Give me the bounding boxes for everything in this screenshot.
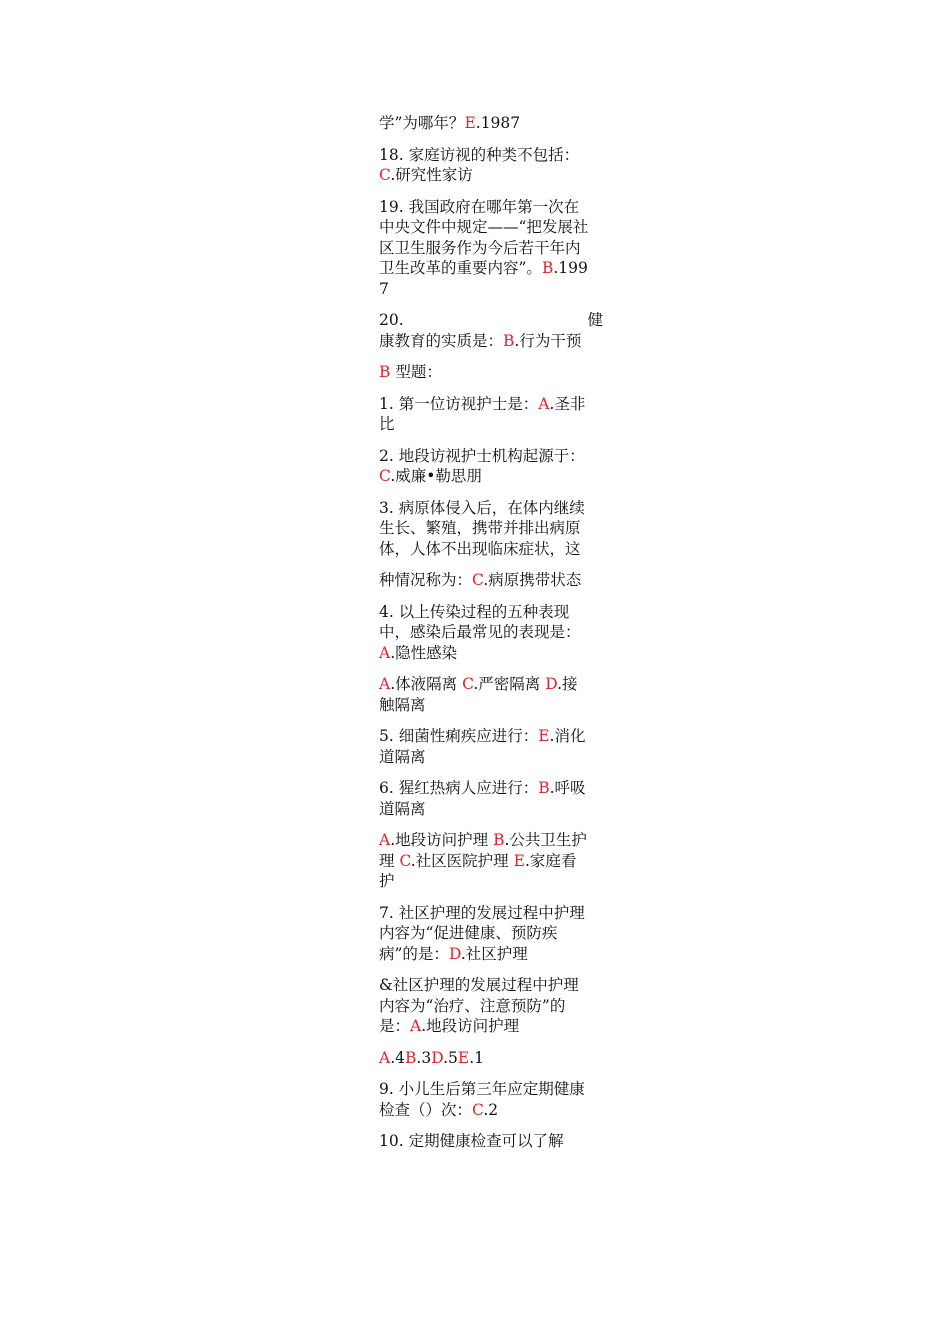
- answer-letter: B: [503, 331, 515, 350]
- text-run: 学”为哪年？: [379, 114, 465, 132]
- question-20-first-line: [379, 310, 603, 331]
- question-lead-char: 健: [587, 311, 603, 329]
- text-run: .严密隔离: [473, 675, 546, 693]
- text-run: .呼吸道隔离: [379, 779, 586, 818]
- answer-letter: B: [538, 779, 550, 797]
- text-run: .公共卫生护理: [379, 831, 587, 870]
- paragraph: [379, 903, 591, 965]
- text-run: .行为干预: [514, 331, 582, 350]
- answer-letter: C: [472, 571, 484, 589]
- answer-letter: B: [493, 831, 505, 849]
- text-run: 4. 以上传染过程的五种表现中，感染后最常见的表现是：: [379, 602, 581, 641]
- paragraph: [379, 975, 591, 1037]
- text-run: 19. 我国政府在哪年第一次在中央文件中规定——“把发展社区卫生服务作为今后若干年内卫生改革的重要内容”。: [379, 197, 589, 277]
- text-run: .家庭看护: [379, 851, 577, 890]
- text-run: .病原携带状态: [483, 571, 582, 589]
- answer-letter: A: [379, 675, 391, 693]
- answer-letter: E: [464, 114, 476, 132]
- text-run: .地段访问护理: [421, 1017, 520, 1035]
- text-run: 康教育的实质是：: [379, 331, 504, 350]
- answer-letter: B: [541, 259, 554, 277]
- answer-letter: C: [462, 675, 474, 693]
- answer-letter: A: [379, 643, 391, 662]
- text-run: .研究性家访: [390, 166, 473, 184]
- paragraph: [379, 113, 591, 134]
- text-column: [379, 113, 603, 1163]
- paragraph: [379, 1079, 591, 1120]
- text-run: .1: [469, 1048, 484, 1067]
- text-run: .4: [390, 1048, 405, 1067]
- answer-letter: C: [379, 166, 391, 184]
- text-run: 1. 第一位访视护士是：: [379, 394, 539, 413]
- text-run: .隐性感染: [390, 643, 458, 662]
- paragraph: [379, 674, 591, 715]
- text-run: .社区护理: [460, 944, 528, 963]
- text-run: 2. 地段访视护士机构起源于：: [379, 446, 585, 465]
- answer-letter: E: [538, 727, 550, 745]
- answer-letter: A: [538, 394, 550, 413]
- text-run: .3: [416, 1048, 432, 1067]
- text-run: 9. 小儿生后第三年应定期健康检查（）次：: [379, 1080, 585, 1119]
- text-run: .威廉•勒思朋: [390, 467, 482, 485]
- text-run: .体液隔离: [390, 675, 463, 693]
- text-run: 种情况称为：: [379, 571, 473, 589]
- text-run: 6. 猩红热病人应进行：: [379, 779, 539, 797]
- answer-letter: D: [448, 944, 461, 963]
- question-number: 20.: [379, 311, 404, 329]
- paragraph: [379, 310, 603, 351]
- answer-letter: A: [379, 1048, 391, 1067]
- paragraph: [379, 726, 591, 767]
- paragraph: [379, 570, 591, 591]
- text-run: &社区护理的发展过程中护理内容为“治疗、注意预防”的是：: [379, 976, 579, 1035]
- answer-letter: B: [405, 1048, 417, 1067]
- text-run: 3. 病原体侵入后，在体内继续生长、繁殖，携带并排出病原体，人体不出现临床症状，这: [379, 498, 585, 558]
- text-run: 5. 细菌性痢疾应进行：: [379, 727, 539, 745]
- answer-letter: E: [457, 1048, 470, 1067]
- paragraph: [379, 394, 591, 435]
- text-run: .1987: [475, 114, 521, 132]
- answer-letter: D: [545, 675, 558, 693]
- answer-letter: A: [410, 1017, 422, 1035]
- answer-letter: B: [379, 363, 391, 381]
- answer-letter: C: [379, 467, 391, 485]
- text-run: .地段访问护理: [390, 831, 494, 849]
- text-run: .5: [443, 1048, 458, 1067]
- paragraph: [379, 197, 591, 300]
- answer-letter: E: [513, 851, 525, 870]
- text-run: 18. 家庭访视的种类不包括：: [379, 145, 580, 164]
- text-run: .圣非比: [379, 394, 586, 433]
- paragraph: [379, 1048, 591, 1069]
- answer-letter: C: [399, 851, 411, 870]
- text-run: 7. 社区护理的发展过程中护理内容为“促进健康、预防疾病”的是：: [379, 903, 585, 963]
- text-run: .1997: [379, 259, 588, 298]
- text-run: 10. 定期健康检查可以了解: [379, 1132, 564, 1150]
- paragraph: [379, 1131, 591, 1152]
- paragraph: [379, 362, 591, 383]
- text-run: .社区医院护理: [410, 851, 514, 870]
- paragraph: [379, 446, 591, 487]
- text-run: .消化道隔离: [379, 727, 586, 766]
- paragraph: [379, 145, 591, 186]
- answer-letter: A: [379, 831, 391, 849]
- paragraph: [379, 778, 591, 819]
- answer-letter: C: [472, 1100, 484, 1119]
- text-run: .2: [483, 1100, 499, 1119]
- paragraph: [379, 602, 591, 664]
- paragraph: [379, 498, 591, 560]
- text-run: 型题：: [390, 363, 442, 381]
- paragraph: [379, 830, 591, 892]
- text-run: .接触隔离: [379, 675, 578, 714]
- answer-letter: D: [431, 1048, 444, 1067]
